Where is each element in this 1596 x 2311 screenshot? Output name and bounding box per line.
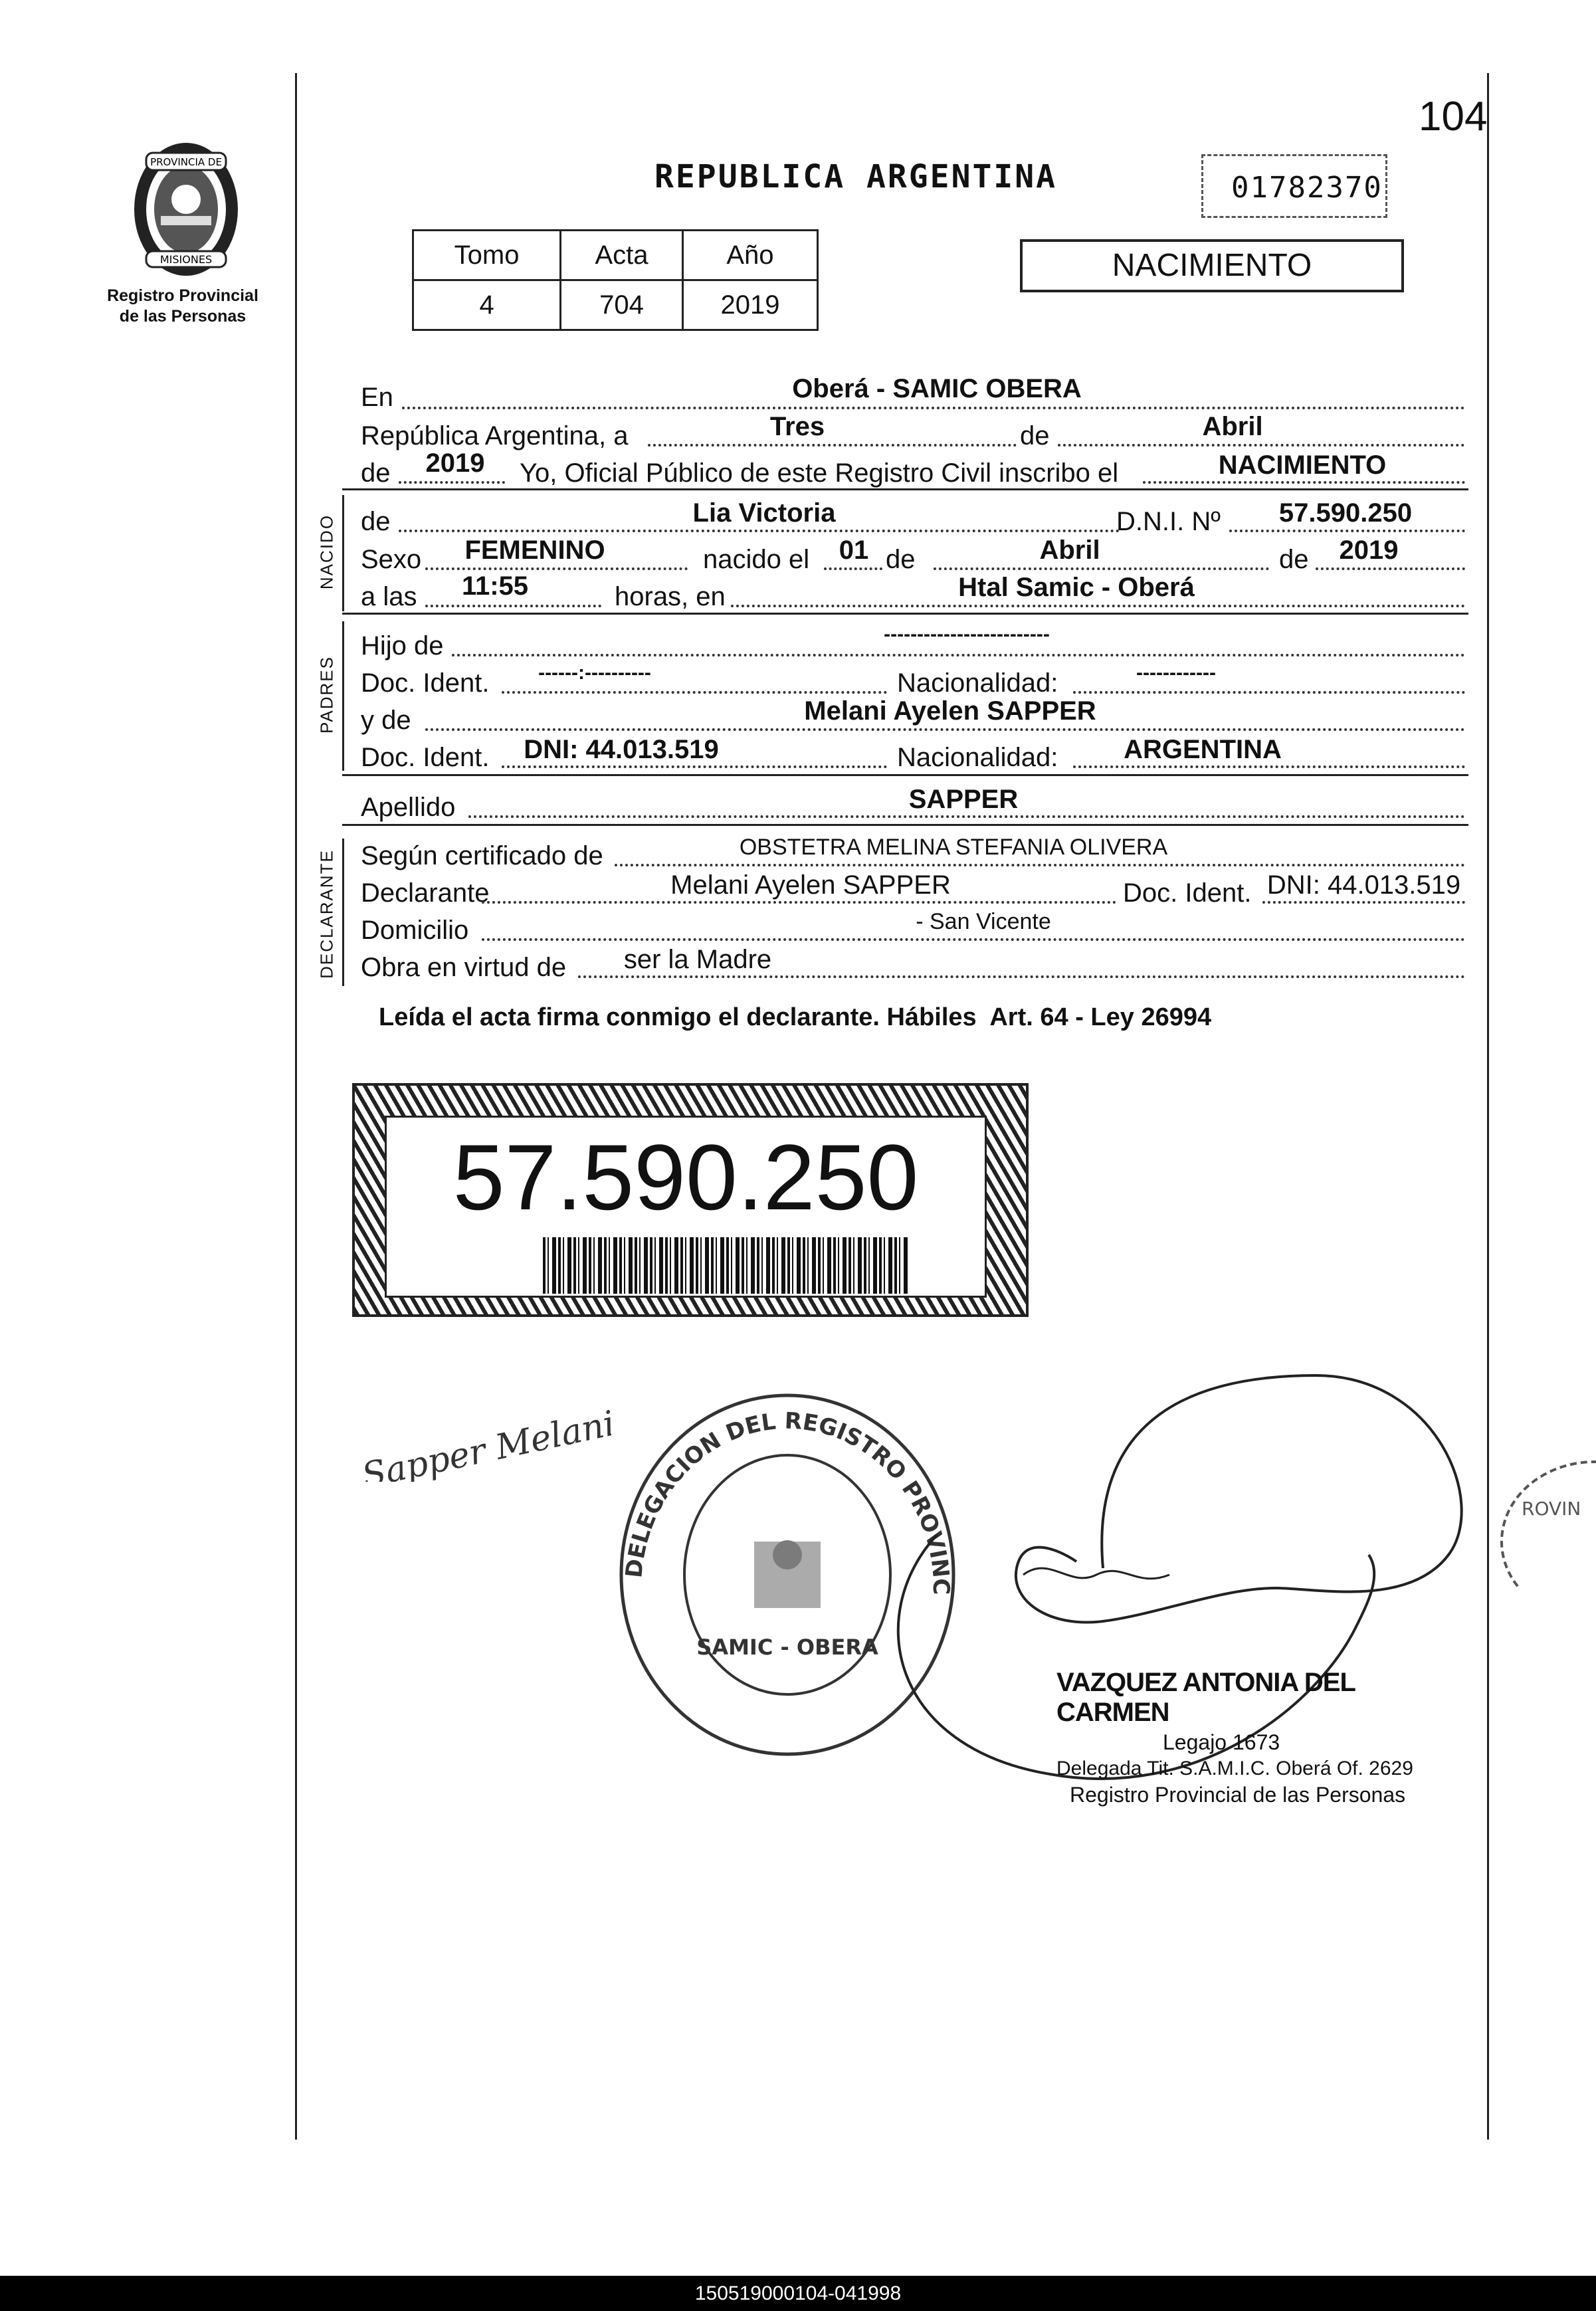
hijo-de-label: Hijo de bbox=[361, 631, 444, 660]
record-word: NACIMIENTO bbox=[1218, 451, 1387, 480]
birth-year: 2019 bbox=[1339, 536, 1399, 565]
y-de-label: y de bbox=[361, 706, 411, 735]
sexo-line bbox=[425, 567, 688, 570]
year-value: 2019 bbox=[425, 449, 485, 478]
ledger-table bbox=[412, 229, 819, 331]
declarante-section-label: DECLARANTE bbox=[316, 849, 337, 979]
id-sticker-panel bbox=[385, 1116, 987, 1298]
apellido-line bbox=[468, 815, 1465, 818]
place-line bbox=[402, 407, 1465, 409]
name-line bbox=[399, 530, 1120, 532]
official-signature-block bbox=[1056, 1668, 1455, 1807]
birth-day: 01 bbox=[839, 536, 869, 565]
declarant-signature-drawing bbox=[359, 1409, 611, 1482]
legal-note: Leída el acta firma conmigo el declarante. Hábiles Art. 64 - Ley 26994 bbox=[379, 1003, 1212, 1031]
document-footer bbox=[0, 2276, 1596, 2311]
apellido-label: Apellido bbox=[361, 793, 456, 822]
domicile: - San Vicente bbox=[916, 909, 1051, 934]
declarant-doc: DNI: 44.013.519 bbox=[1266, 870, 1461, 900]
stamp-inner-text: SAMIC - OBERA bbox=[696, 1635, 878, 1660]
nacido-el-label: nacido el bbox=[703, 545, 810, 574]
father-doc-line bbox=[502, 691, 887, 694]
official-legajo: Legajo 1673 bbox=[1163, 1730, 1280, 1754]
page-number: 104 bbox=[1419, 94, 1488, 140]
ledger-header-anio: Año bbox=[682, 231, 817, 280]
a-las-label: a las bbox=[361, 582, 417, 611]
serial-stamp bbox=[1201, 154, 1387, 218]
de-label-1: de bbox=[1020, 421, 1050, 451]
role-line bbox=[578, 975, 1465, 978]
ledger-header-row bbox=[413, 231, 818, 280]
certificate-line bbox=[615, 864, 1465, 866]
id-sticker-barcode bbox=[543, 1237, 908, 1294]
mother-doc: DNI: 44.013.519 bbox=[524, 735, 719, 764]
father-line bbox=[452, 654, 1465, 656]
father-doc: ------:---------- bbox=[538, 662, 651, 684]
obra-label: Obra en virtud de bbox=[361, 953, 567, 982]
country-title: REPUBLICA ARGENTINA bbox=[654, 158, 1058, 195]
mother-nationality: ARGENTINA bbox=[1124, 735, 1282, 764]
child-name: Lia Victoria bbox=[692, 498, 836, 528]
birth-year-line bbox=[1316, 567, 1465, 570]
registry-caption-line1: Registro Provincial bbox=[107, 286, 258, 305]
declarant-name: Melani Ayelen SAPPER bbox=[670, 870, 951, 900]
father-nat-line bbox=[1073, 691, 1465, 694]
father-doc-label: Doc. Ident. bbox=[361, 668, 490, 698]
declarant-doc-line bbox=[1262, 901, 1465, 904]
child-dni: 57.590.250 bbox=[1278, 498, 1413, 528]
domicile-line bbox=[482, 938, 1465, 941]
sexo-label: Sexo bbox=[361, 545, 422, 574]
child-sex: FEMENINO bbox=[464, 536, 605, 565]
emblem-text-top: PROVINCIA DE bbox=[150, 156, 222, 168]
certificate-issuer: OBSTETRA MELINA STEFANIA OLIVERA bbox=[739, 835, 1168, 860]
id-sticker-number: 57.590.250 bbox=[452, 1125, 919, 1229]
surname: SAPPER bbox=[908, 785, 1019, 814]
ledger-value-tomo: 4 bbox=[413, 280, 561, 330]
declarant-role: ser la Madre bbox=[623, 945, 772, 974]
svg-text:Sapper Melani: Sapper Melani bbox=[359, 1409, 611, 1482]
domicilio-label: Domicilio bbox=[361, 916, 469, 945]
stamp-ring-text: DELEGACION DEL REGISTRO PROVINC bbox=[621, 1407, 955, 1595]
hospital-line bbox=[731, 605, 1465, 607]
birth-time: 11:55 bbox=[461, 571, 529, 601]
province-emblem bbox=[120, 133, 252, 279]
mother-nat-label: Nacionalidad: bbox=[897, 743, 1058, 772]
left-margin-rule bbox=[295, 73, 297, 2140]
certificado-label: Según certificado de bbox=[361, 841, 603, 870]
emblem-text-bottom: MISIONES bbox=[159, 253, 213, 266]
birth-month-line bbox=[934, 567, 1269, 570]
serial-number: 01782370 bbox=[1231, 171, 1383, 205]
padres-separator bbox=[342, 774, 1468, 776]
id-sticker bbox=[352, 1083, 1029, 1317]
nacido-separator bbox=[342, 613, 1468, 615]
ledger-header-acta: Acta bbox=[561, 231, 683, 280]
birth-day-line bbox=[824, 567, 882, 570]
birth-month: Abril bbox=[1039, 536, 1100, 565]
declarante-label: Declarante bbox=[361, 878, 490, 908]
de-label-2: de bbox=[361, 458, 391, 488]
declarante-bracket bbox=[342, 839, 344, 986]
ledger-header-tomo: Tomo bbox=[413, 231, 561, 280]
mother-doc-label: Doc. Ident. bbox=[361, 743, 490, 772]
registry-caption-line2: de las Personas bbox=[119, 307, 247, 326]
ledger-value-row bbox=[413, 280, 818, 330]
month-line bbox=[1058, 444, 1464, 447]
record-word-line bbox=[1143, 481, 1465, 484]
nacido-de-label-3: de bbox=[1279, 545, 1309, 574]
record-type: NACIMIENTO bbox=[1112, 248, 1312, 283]
mother-name: Melani Ayelen SAPPER bbox=[804, 696, 1096, 726]
nacido-de-label-2: de bbox=[886, 545, 916, 574]
father-nat-label: Nacionalidad: bbox=[897, 668, 1058, 698]
apellido-separator bbox=[342, 824, 1468, 826]
day-line bbox=[648, 444, 1017, 447]
intro-separator bbox=[342, 488, 1468, 490]
year-line bbox=[399, 481, 505, 484]
declarant-line bbox=[482, 901, 1116, 904]
nacido-de-label: de bbox=[361, 507, 391, 536]
republica-label: República Argentina, a bbox=[361, 421, 629, 451]
ledger-value-anio: 2019 bbox=[682, 280, 817, 330]
horas-label: horas, en bbox=[615, 582, 726, 611]
month-word: Abril bbox=[1202, 412, 1263, 441]
nacido-bracket bbox=[342, 495, 344, 611]
footer-code: 150519000104-041998 bbox=[694, 2282, 902, 2304]
official-role: Delegada Tit. S.A.M.I.C. Oberá Of. 2629 bbox=[1056, 1758, 1413, 1779]
mother-doc-line bbox=[502, 765, 887, 768]
mother-nat-line bbox=[1073, 765, 1465, 768]
dni-line bbox=[1229, 530, 1465, 532]
oficial-text: Yo, Oficial Público de este Registro Civil inscribo el bbox=[520, 458, 1119, 488]
father-name: ------------------------- bbox=[884, 623, 1050, 645]
en-label: En bbox=[361, 383, 393, 412]
father-nationality: ------------ bbox=[1136, 662, 1216, 684]
official-name: VAZQUEZ ANTONIA DEL CARMEN bbox=[1056, 1668, 1355, 1727]
dni-label: D.N.I. Nº bbox=[1116, 507, 1221, 536]
padres-section-label: PADRES bbox=[316, 656, 337, 734]
record-type-box bbox=[1020, 239, 1404, 292]
mother-line bbox=[425, 728, 1465, 731]
official-registry: Registro Provincial de las Personas bbox=[1070, 1783, 1406, 1807]
day-word: Tres bbox=[769, 412, 825, 441]
registry-caption bbox=[86, 286, 279, 328]
birth-hospital: Htal Samic - Oberá bbox=[958, 573, 1195, 602]
declarant-doc-label: Doc. Ident. bbox=[1123, 878, 1252, 908]
edge-stamp bbox=[1495, 1455, 1596, 1588]
nacido-section-label: NACIDO bbox=[316, 514, 337, 590]
edge-stamp-text: ROVIN bbox=[1522, 1498, 1581, 1520]
birth-place-header: Oberá - SAMIC OBERA bbox=[792, 374, 1082, 403]
ledger-value-acta: 704 bbox=[561, 280, 683, 330]
padres-bracket bbox=[342, 621, 344, 771]
declarant-handwritten-signature bbox=[359, 1409, 611, 1482]
time-line bbox=[425, 605, 601, 607]
